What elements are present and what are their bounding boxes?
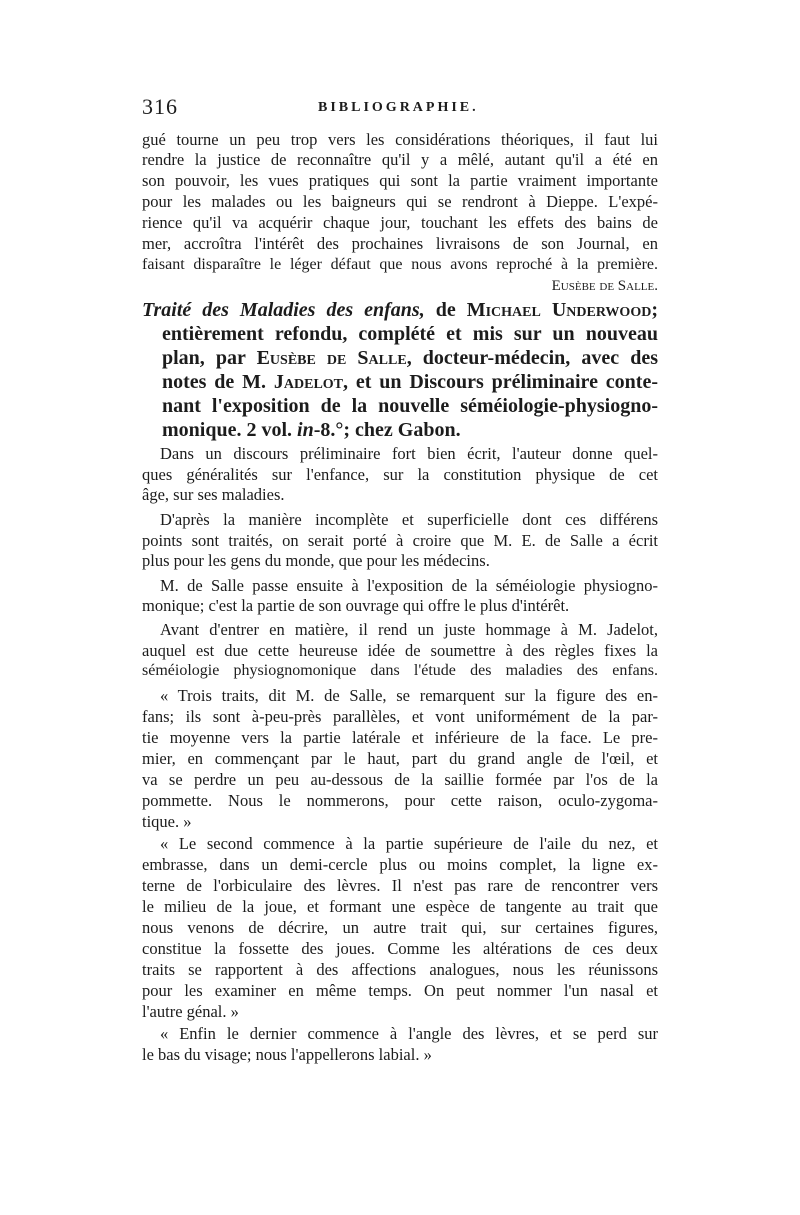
body-line: pommette. Nous le nommerons, pour cette raison, oculo-zygoma- — [142, 791, 658, 810]
review-line: son pouvoir, les vues pratiques qui sont la partie vraiment importante — [142, 171, 658, 190]
review-line: rendre la justice de reconnaître qu'il y a mêlé, autant qu'il a été en — [142, 150, 658, 169]
entry-text: -8.°; chez Gabon. — [313, 419, 461, 441]
review-line: mer, accroîtra l'intérêt des prochaines livraisons de son Journal, en — [142, 234, 658, 253]
title-de: de — [435, 299, 456, 321]
body-line: l'autre génal. » — [142, 1002, 239, 1021]
review-line: pour les malades ou les baigneurs qui se rendront à Dieppe. L'expé- — [142, 192, 658, 211]
entry-notes-line — [162, 370, 658, 394]
body-line: traits se rapportent à des affections analogues, nous les réunissons — [142, 960, 658, 979]
body-line: « Trois traits, dit M. de Salle, se remarquent sur la figure des en- — [160, 686, 658, 705]
review-line: gué tourne un peu trop vers les considérations théoriques, il faut lui — [142, 130, 658, 149]
entry-editor-line — [162, 346, 658, 370]
body-line: constitue la fossette des joues. Comme les altérations de ces deux — [142, 939, 658, 958]
body-line: « Enfin le dernier commence à l'angle des lèvres, et se perd sur — [160, 1024, 658, 1043]
entry-text: notes de M. — [162, 371, 267, 393]
title-semicolon: ; — [651, 299, 658, 321]
body-line: tie moyenne vers la partie latérale et inférieure de la face. Le pre- — [142, 728, 658, 747]
entry-text: , docteur-médecin, avec des — [406, 347, 658, 369]
entry-publication-line — [162, 418, 658, 442]
entry-text: monique. 2 vol. — [162, 419, 293, 441]
book-annotator: Jadelot — [273, 371, 344, 393]
entry-line: entièrement refondu, complété et mis sur un nouveau — [162, 323, 658, 345]
book-format: in — [297, 419, 314, 441]
running-header — [142, 94, 660, 122]
body-line: plus pour les gens du monde, que pour les médecins. — [142, 551, 490, 570]
entry-text: , et un Discours préliminaire conte- — [343, 371, 658, 393]
book-author: Michael Underwood — [466, 299, 652, 321]
entry-text: plan, par — [162, 347, 246, 369]
review-signature: Eusèbe de Salle. — [551, 278, 658, 294]
body-line: embrasse, dans un demi-cercle plus ou moins complet, la ligne ex- — [142, 855, 658, 874]
entry-title-line — [142, 298, 658, 322]
body-line: terne de l'orbiculaire des lèvres. Il n'est pas rare de rencontrer vers — [142, 876, 658, 895]
body-line: auquel est due cette heureuse idée de soumettre à des règles fixes la — [142, 641, 658, 660]
body-line: nous venons de décrire, un autre trait qui, sur certaines figures, — [142, 918, 658, 937]
page-number: 316 — [142, 94, 178, 119]
body-line: monique; c'est la partie de son ouvrage qui offre le plus d'intérêt. — [142, 596, 570, 615]
body-line: ques généralités sur l'enfance, sur la constitution physique de cet — [142, 465, 658, 484]
body-line: séméiologie physiognomonique dans l'étude des maladies des enfans. — [142, 662, 658, 679]
body-line: va se perdre un peu au-dessous de la saillie formée par l'os de la — [142, 770, 658, 789]
review-line: rience qu'il va acquérir chaque jour, touchant les effets des bains de — [142, 213, 658, 232]
body-line: M. de Salle passe ensuite à l'exposition de la séméiologie physiogno- — [160, 576, 658, 595]
body-line: pour les examiner en même temps. On peut nommer l'un nasal et — [142, 981, 658, 1000]
book-title: Traité des Maladies des enfans, — [142, 299, 425, 321]
body-line: D'après la manière incomplète et superficielle dont ces différens — [160, 510, 658, 529]
running-title: BIBLIOGRAPHIE. — [318, 100, 479, 115]
body-line: points sont traités, on serait porté à croire que M. E. de Salle a écrit — [142, 531, 658, 550]
entry-line: nant l'exposition de la nouvelle séméiologie-physiogno- — [162, 395, 658, 417]
body-line: âge, sur ses maladies. — [142, 485, 285, 504]
body-line: tique. » — [142, 812, 192, 831]
review-line: faisant disparaître le léger défaut que nous avons reproché à la première. — [142, 256, 658, 273]
body-line: Avant d'entrer en matière, il rend un juste hommage à M. Jadelot, — [160, 620, 658, 639]
body-line: le bas du visage; nous l'appellerons labial. » — [142, 1045, 432, 1064]
body-line: Dans un discours préliminaire fort bien écrit, l'auteur donne quel- — [160, 444, 658, 463]
body-line: fans; ils sont à-peu-près parallèles, et vont uniformément de la par- — [142, 707, 658, 726]
body-line: mier, en commençant par le haut, part du grand angle de l'œil, et — [142, 749, 658, 768]
body-line: le milieu de la joue, et formant une espèce de tangente au trait que — [142, 897, 658, 916]
book-editor: Eusèbe de Salle — [256, 347, 407, 369]
body-line: « Le second commence à la partie supérieure de l'aile du nez, et — [160, 834, 658, 853]
